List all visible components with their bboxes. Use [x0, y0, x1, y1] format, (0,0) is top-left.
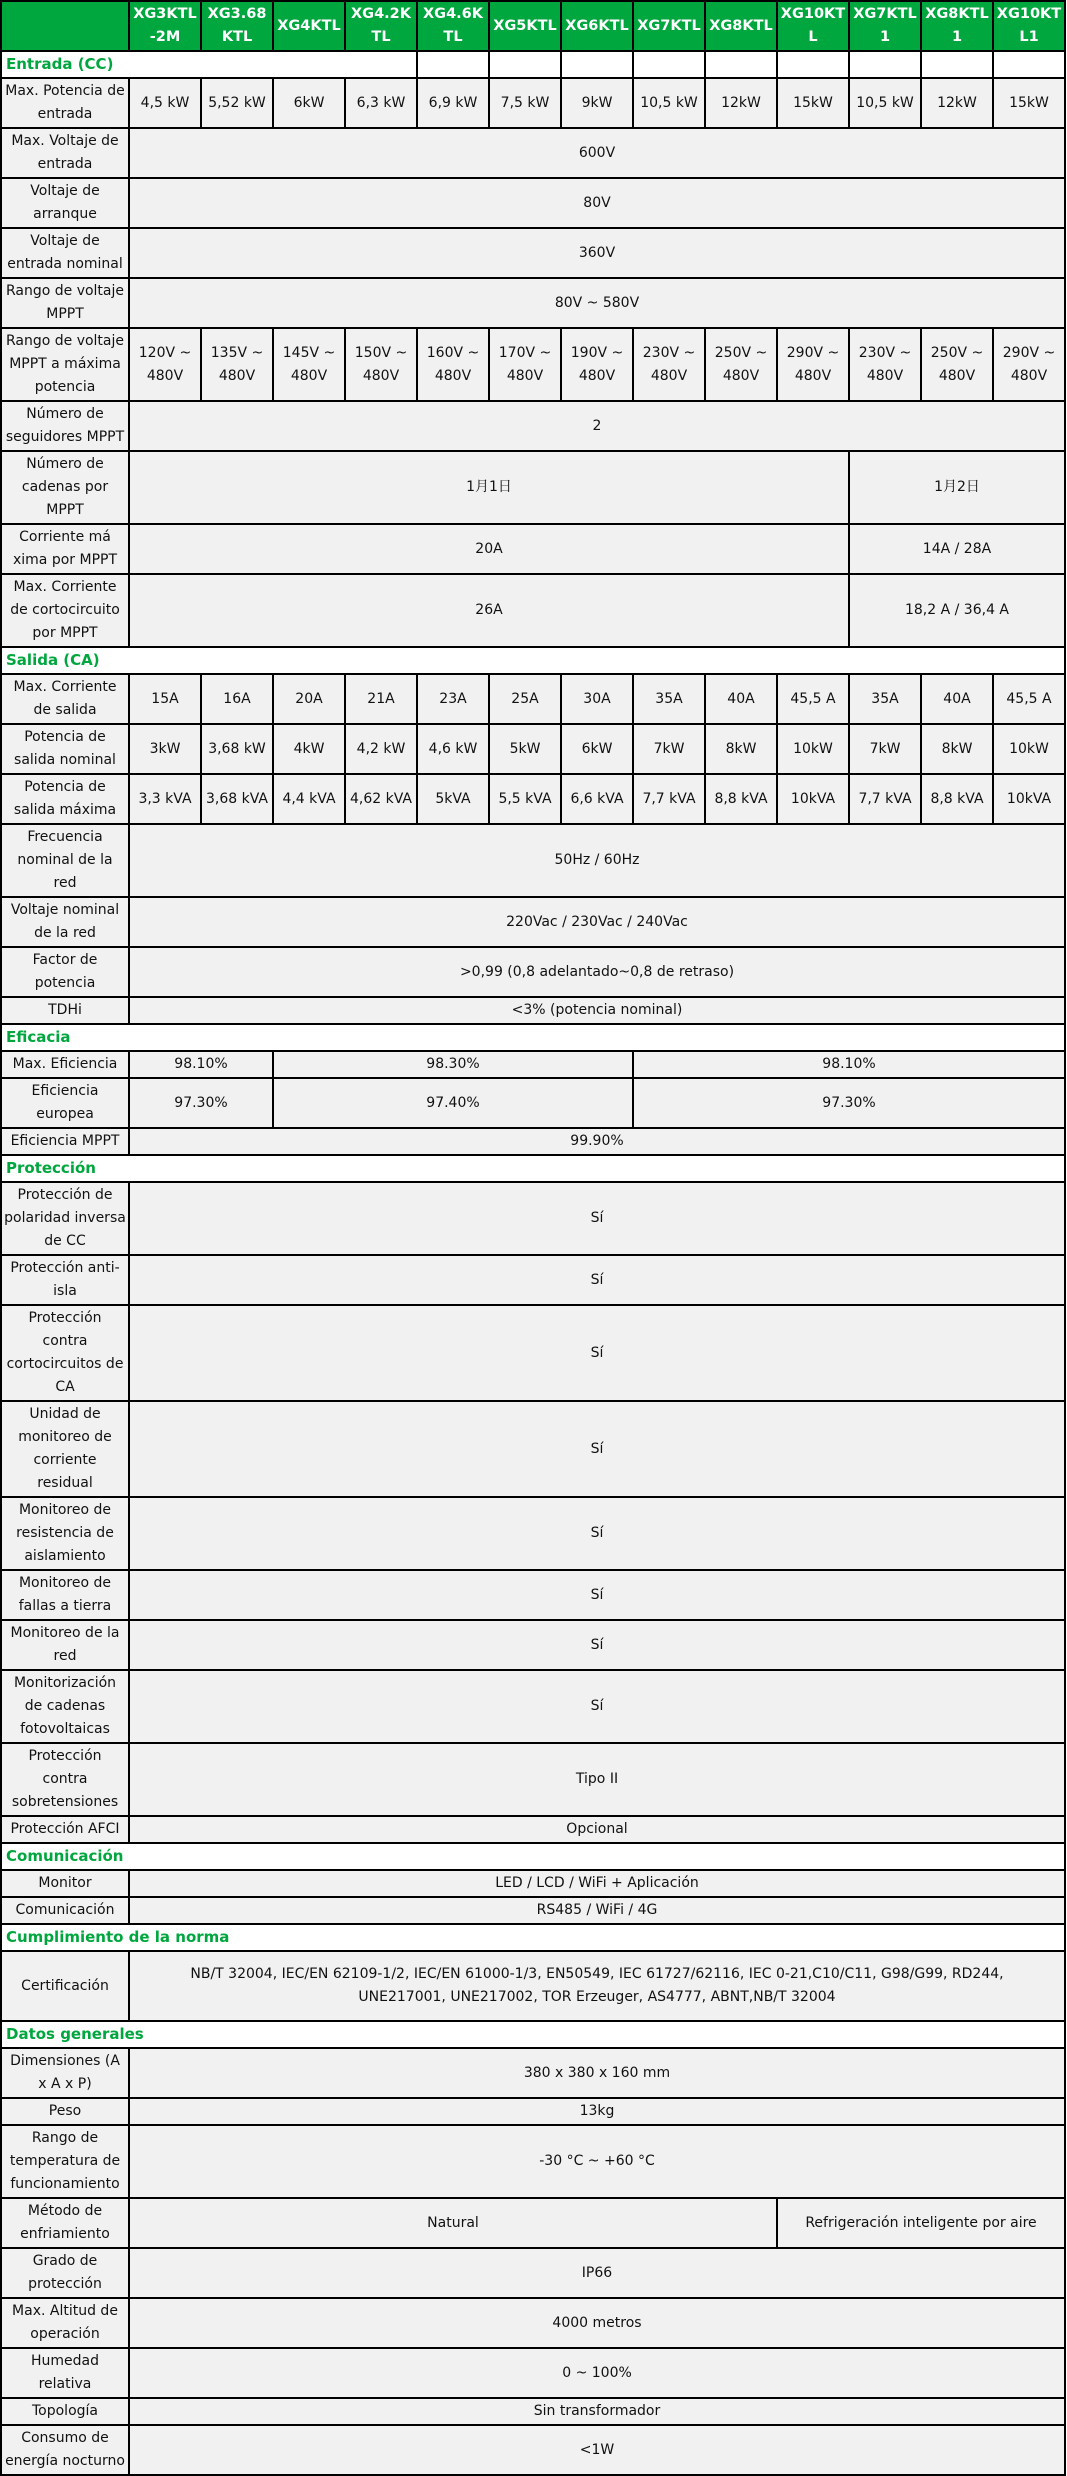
cell: Opcional — [129, 1816, 1065, 1843]
cell: 250V ~ 480V — [921, 328, 993, 401]
section-header-communication — [1, 1843, 1065, 1870]
cell: 4kW — [273, 724, 345, 774]
blank-cell — [633, 51, 705, 78]
cell: 21A — [345, 674, 417, 724]
cell: 6kW — [273, 78, 345, 128]
cell: 9kW — [561, 78, 633, 128]
cell: 160V ~ 480V — [417, 328, 489, 401]
cell: 120V ~ 480V — [129, 328, 201, 401]
table-row — [1, 1051, 1065, 1078]
model-header: XG4KTL — [273, 1, 345, 51]
cell: 190V ~ 480V — [561, 328, 633, 401]
section-title: Protección — [1, 1155, 1065, 1182]
cell: 5,52 kW — [201, 78, 273, 128]
table-row — [1, 1620, 1065, 1670]
row-label: Número de cadenas por MPPT — [1, 451, 129, 524]
row-label: Topología — [1, 2398, 129, 2425]
row-label: Max. Altitud de operación — [1, 2298, 129, 2348]
blank-cell — [777, 51, 849, 78]
row-label: Monitor — [1, 1870, 129, 1897]
cell: 15kW — [993, 78, 1065, 128]
cell: 8kW — [921, 724, 993, 774]
cell: 98.10% — [633, 1051, 1065, 1078]
cell: 98.10% — [129, 1051, 273, 1078]
cell: Sí — [129, 1670, 1065, 1743]
section-title: Eficacia — [1, 1024, 1065, 1051]
cell: 10kW — [777, 724, 849, 774]
table-row — [1, 1305, 1065, 1401]
cell: 45,5 A — [993, 674, 1065, 724]
table-row — [1, 674, 1065, 724]
row-label: Frecuencia nominal de la red — [1, 824, 129, 897]
model-header: XG4.6KTL — [417, 1, 489, 51]
cell: 4,5 kW — [129, 78, 201, 128]
table-row — [1, 2348, 1065, 2398]
cell: 5,5 kVA — [489, 774, 561, 824]
cell: 3,3 kVA — [129, 774, 201, 824]
row-label: Potencia de salida nominal — [1, 724, 129, 774]
row-label: Comunicación — [1, 1897, 129, 1924]
cell: 4,4 kVA — [273, 774, 345, 824]
model-header-row — [1, 1, 1065, 51]
table-row — [1, 1401, 1065, 1497]
cell: <1W — [129, 2425, 1065, 2475]
row-label: Voltaje de entrada nominal — [1, 228, 129, 278]
table-row — [1, 401, 1065, 451]
cell: 12kW — [705, 78, 777, 128]
section-header-protection — [1, 1155, 1065, 1182]
table-row — [1, 228, 1065, 278]
row-label: Voltaje nominal de la red — [1, 897, 129, 947]
cell: IP66 — [129, 2248, 1065, 2298]
row-label: Protección contra cortocircuitos de CA — [1, 1305, 129, 1401]
section-header-output — [1, 647, 1065, 674]
cell: 3kW — [129, 724, 201, 774]
cell: 600V — [129, 128, 1065, 178]
cell: 290V ~ 480V — [993, 328, 1065, 401]
cell: 7,7 kVA — [849, 774, 921, 824]
model-header: XG10KTL — [777, 1, 849, 51]
table-row — [1, 1951, 1065, 2021]
row-label: Consumo de energía nocturno — [1, 2425, 129, 2475]
model-header: XG8KTL1 — [921, 1, 993, 51]
cell: 1月2日 — [849, 451, 1065, 524]
blank-cell — [705, 51, 777, 78]
cell: 10kVA — [777, 774, 849, 824]
row-label: Monitoreo de resistencia de aislamiento — [1, 1497, 129, 1570]
row-label: Monitoreo de la red — [1, 1620, 129, 1670]
model-header: XG7KTL — [633, 1, 705, 51]
cell: 12kW — [921, 78, 993, 128]
row-label: Número de seguidores MPPT — [1, 401, 129, 451]
cell: Sí — [129, 1255, 1065, 1305]
cell: 7kW — [849, 724, 921, 774]
table-row — [1, 1128, 1065, 1155]
cell: 99.90% — [129, 1128, 1065, 1155]
cell: Sí — [129, 1401, 1065, 1497]
table-row — [1, 1870, 1065, 1897]
row-label: Eficiencia europea — [1, 1078, 129, 1128]
row-label: Humedad relativa — [1, 2348, 129, 2398]
cell: 45,5 A — [777, 674, 849, 724]
cell: 80V — [129, 178, 1065, 228]
cell: 135V ~ 480V — [201, 328, 273, 401]
cell: 145V ~ 480V — [273, 328, 345, 401]
table-row — [1, 1078, 1065, 1128]
model-header: XG8KTL — [705, 1, 777, 51]
cell: 15kW — [777, 78, 849, 128]
cell: 4000 metros — [129, 2298, 1065, 2348]
table-row — [1, 897, 1065, 947]
cell: 8kW — [705, 724, 777, 774]
cell: 98.30% — [273, 1051, 633, 1078]
row-label: Potencia de salida máxima — [1, 774, 129, 824]
cell: 2 — [129, 401, 1065, 451]
cell: 6,3 kW — [345, 78, 417, 128]
cell: 40A — [921, 674, 993, 724]
cell: 5kW — [489, 724, 561, 774]
cell: 250V ~ 480V — [705, 328, 777, 401]
table-row — [1, 724, 1065, 774]
row-label: TDHi — [1, 997, 129, 1024]
cell: 23A — [417, 674, 489, 724]
row-label: Peso — [1, 2098, 129, 2125]
row-label: Max. Potencia de entrada — [1, 78, 129, 128]
cell: 7,7 kVA — [633, 774, 705, 824]
section-title: Entrada (CC) — [1, 51, 417, 78]
blank-cell — [921, 51, 993, 78]
cell: 4,6 kW — [417, 724, 489, 774]
cell: 20A — [273, 674, 345, 724]
row-label: Protección AFCI — [1, 1816, 129, 1843]
cell: 170V ~ 480V — [489, 328, 561, 401]
cell: Refrigeración inteligente por aire — [777, 2198, 1065, 2248]
blank-cell — [993, 51, 1065, 78]
cell: 230V ~ 480V — [633, 328, 705, 401]
cell: 8,8 kVA — [921, 774, 993, 824]
table-row — [1, 774, 1065, 824]
row-label: Rango de voltaje MPPT a máxima potencia — [1, 328, 129, 401]
cell: 7,5 kW — [489, 78, 561, 128]
model-header: XG3KTL-2M — [129, 1, 201, 51]
blank-cell — [417, 51, 489, 78]
section-title: Salida (CA) — [1, 647, 1065, 674]
cell: 10,5 kW — [633, 78, 705, 128]
cell: 97.40% — [273, 1078, 633, 1128]
cell: 15A — [129, 674, 201, 724]
section-title: Datos generales — [1, 2021, 1065, 2048]
section-title: Comunicación — [1, 1843, 1065, 1870]
row-label: Monitorización de cadenas fotovoltaicas — [1, 1670, 129, 1743]
cell: -30 °C ~ +60 °C — [129, 2125, 1065, 2198]
table-row — [1, 2125, 1065, 2198]
model-header: XG5KTL — [489, 1, 561, 51]
cell: 3,68 kW — [201, 724, 273, 774]
row-label: Eficiencia MPPT — [1, 1128, 129, 1155]
cell: 290V ~ 480V — [777, 328, 849, 401]
blank-cell — [561, 51, 633, 78]
cell: 26A — [129, 574, 849, 647]
model-header: XG4.2KTL — [345, 1, 417, 51]
cell: Natural — [129, 2198, 777, 2248]
cell: 10kW — [993, 724, 1065, 774]
row-label: Protección anti-isla — [1, 1255, 129, 1305]
table-row — [1, 1497, 1065, 1570]
cell: 20A — [129, 524, 849, 574]
cell: 7kW — [633, 724, 705, 774]
cell: 6,9 kW — [417, 78, 489, 128]
cell: 80V ~ 580V — [129, 278, 1065, 328]
cell: 97.30% — [129, 1078, 273, 1128]
model-header: XG10KTL1 — [993, 1, 1065, 51]
row-label: Rango de voltaje MPPT — [1, 278, 129, 328]
cell: 14A / 28A — [849, 524, 1065, 574]
row-label: Factor de potencia — [1, 947, 129, 997]
table-row — [1, 574, 1065, 647]
table-row — [1, 1182, 1065, 1255]
section-header-general — [1, 2021, 1065, 2048]
row-label: Max. Voltaje de entrada — [1, 128, 129, 178]
cell: Sí — [129, 1497, 1065, 1570]
cell: 50Hz / 60Hz — [129, 824, 1065, 897]
cell: 25A — [489, 674, 561, 724]
row-label: Monitoreo de fallas a tierra — [1, 1570, 129, 1620]
row-label: Grado de protección — [1, 2248, 129, 2298]
cell: 16A — [201, 674, 273, 724]
table-row — [1, 2048, 1065, 2098]
cell: 3,68 kVA — [201, 774, 273, 824]
cell: 230V ~ 480V — [849, 328, 921, 401]
cell: 0 ~ 100% — [129, 2348, 1065, 2398]
cell: 35A — [633, 674, 705, 724]
row-label: Unidad de monitoreo de corriente residual — [1, 1401, 129, 1497]
cell: NB/T 32004, IEC/EN 62109-1/2, IEC/EN 61000-1/3, EN50549, IEC 61727/62116, IEC 0-21,C10/C11, G98/G99, RD244, UNE217001, UNE217002, TOR Erzeuger, AS4777, ABNT,NB/T 32004 — [129, 1951, 1065, 2021]
cell: RS485 / WiFi / 4G — [129, 1897, 1065, 1924]
model-header: XG6KTL — [561, 1, 633, 51]
cell: 4,2 kW — [345, 724, 417, 774]
table-row — [1, 128, 1065, 178]
table-row — [1, 2298, 1065, 2348]
table-row — [1, 1897, 1065, 1924]
cell: 35A — [849, 674, 921, 724]
cell: 150V ~ 480V — [345, 328, 417, 401]
cell: 360V — [129, 228, 1065, 278]
cell: <3% (potencia nominal) — [129, 997, 1065, 1024]
cell: 13kg — [129, 2098, 1065, 2125]
cell: 10,5 kW — [849, 78, 921, 128]
table-row — [1, 2425, 1065, 2475]
cell: 1月1日 — [129, 451, 849, 524]
cell: 10kVA — [993, 774, 1065, 824]
cell: 380 x 380 x 160 mm — [129, 2048, 1065, 2098]
table-row — [1, 524, 1065, 574]
table-row — [1, 2398, 1065, 2425]
table-row — [1, 1255, 1065, 1305]
cell: Tipo II — [129, 1743, 1065, 1816]
cell: 6,6 kVA — [561, 774, 633, 824]
cell: 8,8 kVA — [705, 774, 777, 824]
cell: 6kW — [561, 724, 633, 774]
blank-cell — [489, 51, 561, 78]
cell: 5kVA — [417, 774, 489, 824]
cell: 97.30% — [633, 1078, 1065, 1128]
table-row — [1, 1570, 1065, 1620]
table-row — [1, 328, 1065, 401]
row-label: Max. Eficiencia — [1, 1051, 129, 1078]
row-label: Dimensiones (A x A x P) — [1, 2048, 129, 2098]
cell: >0,99 (0,8 adelantado~0,8 de retraso) — [129, 947, 1065, 997]
section-header-input — [1, 51, 1065, 78]
table-row — [1, 78, 1065, 128]
cell: Sin transformador — [129, 2398, 1065, 2425]
row-label: Certificación — [1, 1951, 129, 2021]
cell: 18,2 A / 36,4 A — [849, 574, 1065, 647]
table-row — [1, 278, 1065, 328]
table-row — [1, 2098, 1065, 2125]
section-title: Cumplimiento de la norma — [1, 1924, 1065, 1951]
section-header-compliance — [1, 1924, 1065, 1951]
table-row — [1, 178, 1065, 228]
table-row — [1, 947, 1065, 997]
cell: 220Vac / 230Vac / 240Vac — [129, 897, 1065, 947]
cell: 4,62 kVA — [345, 774, 417, 824]
row-label: Protección contra sobretensiones — [1, 1743, 129, 1816]
table-row — [1, 824, 1065, 897]
cell: Sí — [129, 1620, 1065, 1670]
model-header: XG7KTL1 — [849, 1, 921, 51]
row-label: Rango de temperatura de funcionamiento — [1, 2125, 129, 2198]
table-row — [1, 1816, 1065, 1843]
table-row — [1, 451, 1065, 524]
cell: 40A — [705, 674, 777, 724]
header-corner — [1, 1, 129, 51]
row-label: Max. Corriente de cortocircuito por MPPT — [1, 574, 129, 647]
row-label: Voltaje de arranque — [1, 178, 129, 228]
cell: Sí — [129, 1305, 1065, 1401]
blank-cell — [849, 51, 921, 78]
table-row — [1, 1670, 1065, 1743]
row-label: Protección de polaridad inversa de CC — [1, 1182, 129, 1255]
table-row — [1, 997, 1065, 1024]
model-header: XG3.68KTL — [201, 1, 273, 51]
table-row — [1, 2248, 1065, 2298]
cell: Sí — [129, 1182, 1065, 1255]
table-row — [1, 1743, 1065, 1816]
section-header-efficiency — [1, 1024, 1065, 1051]
row-label: Método de enfriamiento — [1, 2198, 129, 2248]
table-row — [1, 2198, 1065, 2248]
row-label: Corriente má xima por MPPT — [1, 524, 129, 574]
cell: 30A — [561, 674, 633, 724]
cell: Sí — [129, 1570, 1065, 1620]
row-label: Max. Corriente de salida — [1, 674, 129, 724]
cell: LED / LCD / WiFi + Aplicación — [129, 1870, 1065, 1897]
